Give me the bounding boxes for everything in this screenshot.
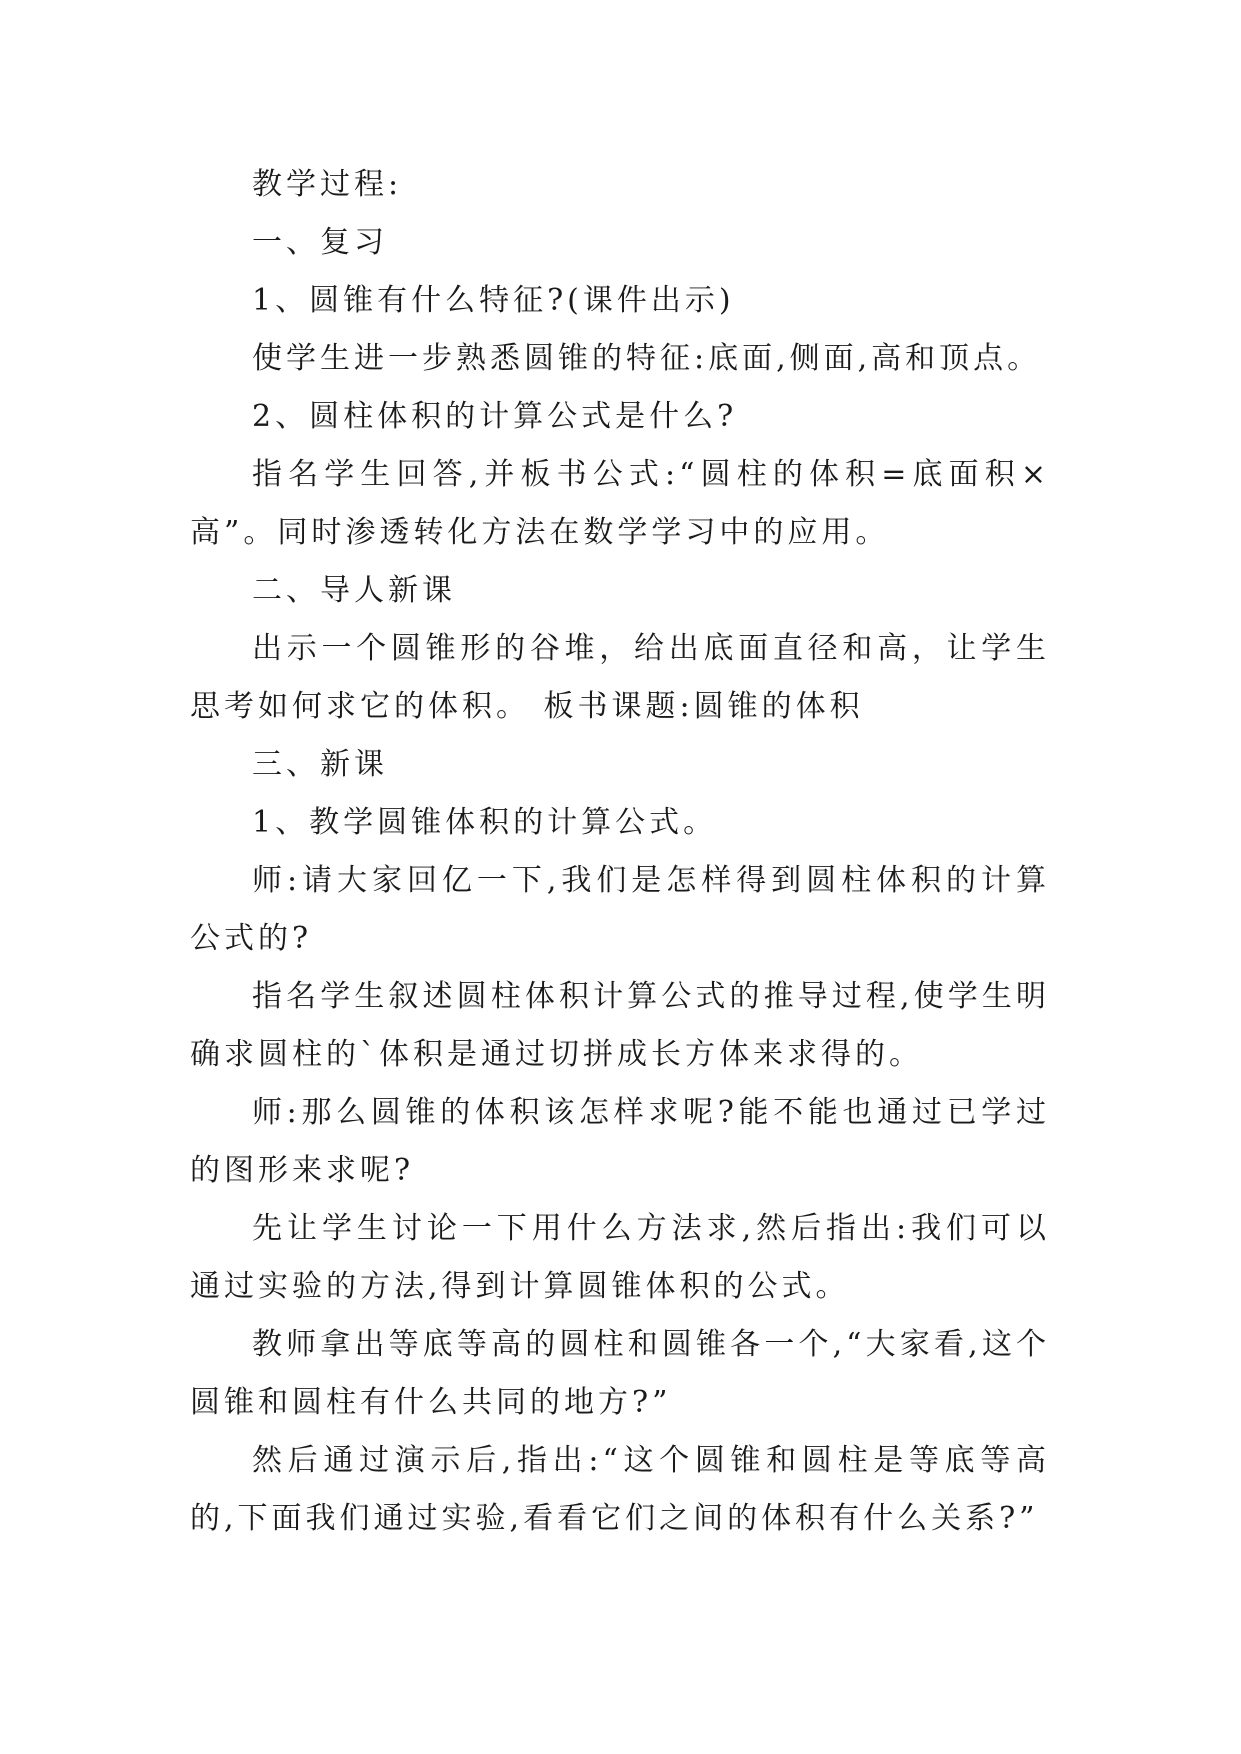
- paragraph: 教师拿出等底等高的圆柱和圆锥各一个,“大家看,这个圆锥和圆柱有什么共同的地方?”: [190, 1327, 1050, 1420]
- paragraph: 师:那么圆锥的体积该怎样求呢?能不能也通过已学过的图形来求呢?: [190, 1095, 1050, 1188]
- paragraph: 1、教学圆锥体积的计算公式。: [252, 805, 718, 840]
- paragraph: 1、圆锥有什么特征?(课件出示): [252, 283, 735, 318]
- paragraph: 使学生进一步熟悉圆锥的特征:底面,侧面,高和顶点。: [252, 341, 1042, 376]
- paragraph: 先让学生讨论一下用什么方法求,然后指出:我们可以通过实验的方法,得到计算圆锥体积的公式。: [190, 1211, 1050, 1304]
- paragraph: 2、圆柱体积的计算公式是什么?: [252, 399, 738, 434]
- paragraph: 指名学生叙述圆柱体积计算公式的推导过程,使学生明确求圆柱的`体积是通过切拼成长方体来求得的。: [190, 979, 1050, 1072]
- section-heading: 三、新课: [252, 747, 388, 782]
- document-body: [190, 156, 1050, 1548]
- section-heading: 一、复习: [252, 225, 388, 260]
- paragraph: 指名学生回答,并板书公式:“圆柱的体积=底面积×高”。同时渗透转化方法在数学学习中的应用。: [190, 457, 1050, 550]
- paragraph: 教学过程:: [252, 167, 403, 202]
- paragraph: 出示一个圆锥形的谷堆，给出底面直径和高，让学生思考如何求它的体积。 板书课题:圆锥的体积: [190, 631, 1050, 724]
- paragraph: 然后通过演示后,指出:“这个圆锥和圆柱是等底等高的,下面我们通过实验,看看它们之间的体积有什么关系?”: [190, 1443, 1050, 1536]
- paragraph: 师:请大家回亿一下,我们是怎样得到圆柱体积的计算公式的?: [190, 863, 1050, 956]
- section-heading: 二、导人新课: [252, 573, 456, 608]
